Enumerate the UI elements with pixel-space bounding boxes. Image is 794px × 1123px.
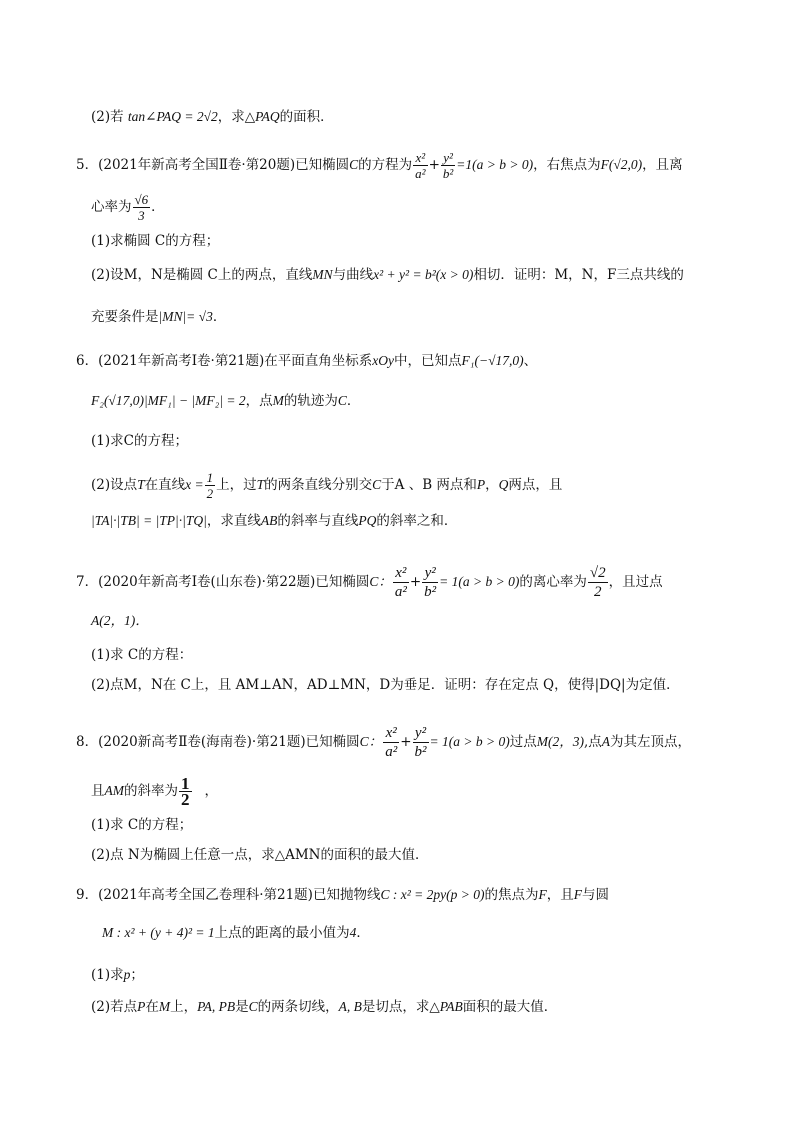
problem7-statement-line2: A(2，1)．	[91, 613, 149, 628]
text: 是切点，求△	[361, 999, 440, 1015]
text: 为其左顶点，	[610, 734, 691, 750]
text: (1)求	[91, 967, 124, 983]
problem6-part1: (1)求C的方程；	[91, 433, 188, 449]
problem7-part1: (1)求 C的方程：	[91, 647, 193, 663]
fraction: $\frac{\text{y²}}{\text{b²}}$	[442, 150, 454, 181]
text: ，	[204, 783, 218, 799]
text: ,点	[583, 734, 602, 750]
text: 两点，且	[508, 477, 563, 493]
math-expression: M	[158, 999, 171, 1014]
problem8-statement: 8．(2020新高考Ⅱ卷(海南卷)·第21题)已知椭圆C： $\frac{\text{x²}}{\text{a²}}$ + $\frac{\text{y²}}{\text{b²}}$ = 1(a > b > 0)过点M(2，3),点A为其左顶点，	[76, 725, 691, 760]
problem-source: (2021年新高考全国Ⅱ卷·第20题)已知椭圆	[98, 157, 350, 173]
problem5-part1: (1)求椭圆 C的方程；	[91, 233, 220, 249]
text: 与曲线	[332, 267, 374, 283]
text: 的面积．	[279, 109, 334, 125]
math-expression: x² + y² = b²(x > 0)	[373, 267, 474, 282]
problem-number: 8．	[76, 734, 99, 750]
text: (2)若点	[91, 999, 138, 1015]
fraction: $\frac{\text{y²}}{\text{b²}}$	[424, 565, 437, 600]
text: ．	[212, 309, 227, 325]
math-expression: tan∠PAQ = 2√2	[127, 109, 218, 124]
text: 上点的距离的最小值为	[214, 925, 350, 941]
math-expression: C	[372, 477, 382, 492]
problem-number: 5．	[76, 157, 99, 173]
text: 的两条切线，	[257, 999, 339, 1015]
text: ．	[356, 925, 370, 941]
math-expression: F₁(−√17,0)	[461, 353, 524, 368]
problem5-part2-line2	[91, 308, 226, 326]
problem-source: (2021年高考全国乙卷理科·第21题)已知抛物线	[98, 887, 381, 903]
math-expression: =1(a > b > 0)	[456, 157, 534, 172]
text: (2)设M，N是椭圆 C上的两点，直线	[91, 267, 313, 283]
text: (2)设点	[91, 477, 138, 493]
text: 的两条直线分别交	[264, 477, 373, 493]
math-expression: F	[573, 887, 582, 902]
problem5-part2	[91, 266, 684, 284]
text: 面积的最大值．	[462, 999, 558, 1015]
text: (2)若	[91, 109, 128, 125]
math-expression: F	[538, 887, 547, 902]
math-expression: F₂(√17,0)	[91, 393, 144, 408]
math-expression: P	[476, 477, 486, 492]
text: 中，已知点	[394, 353, 462, 369]
math-expression: PQ	[358, 513, 377, 528]
text: ，且离	[642, 157, 683, 173]
math-expression: Q	[498, 477, 509, 492]
problem9-part1	[91, 966, 144, 984]
text: ，求直线	[206, 513, 261, 529]
text: 的轨迹为	[283, 393, 338, 409]
problem-source: (2020年新高考Ⅰ卷(山东卷)·第22题)已知椭圆	[98, 574, 370, 590]
text: 在	[145, 999, 159, 1015]
problem-number: 7．	[76, 574, 99, 590]
math-expression: A, B	[338, 999, 362, 1014]
problem-number: 9．	[76, 887, 99, 903]
text: 过点	[509, 734, 537, 750]
math-expression: xOy	[372, 353, 395, 368]
problem9-part2	[91, 998, 557, 1016]
problem-source: (2021年新高考Ⅰ卷·第21题)在平面直角坐标系	[98, 353, 373, 369]
math-expression: C	[349, 157, 359, 172]
problem6-part2	[91, 470, 562, 501]
text: 相切．证明：M，N，F三点共线的	[473, 267, 684, 283]
text: ，且	[546, 887, 574, 903]
text: 上，	[170, 999, 198, 1015]
math-expression: 4	[349, 925, 357, 940]
problem4-part2	[91, 108, 334, 126]
text: ，右焦点为	[533, 157, 601, 173]
math-expression: PA, PB	[197, 999, 236, 1014]
text: ．	[151, 199, 165, 215]
problem5-statement-line2	[91, 192, 165, 223]
math-expression: = 1(a > b > 0)	[429, 734, 510, 749]
text: ，点	[245, 393, 273, 409]
math-expression: MN	[312, 267, 333, 282]
text: 的离心率为	[519, 574, 587, 590]
math-expression: F(√2,0)	[600, 157, 643, 172]
fraction: $\frac{\text{x²}}{\text{a²}}$	[385, 725, 398, 760]
problem7-statement: 7．(2020年新高考Ⅰ卷(山东卷)·第22题)已知椭圆C： $\frac{\text{x²}}{\text{a²}}$ + $\frac{\text{y²}}{\text{b²}}$ = 1(a > b > 0)的离心率为 $\frac{√2}{2}$ ，且过点	[76, 565, 663, 600]
text: 的焦点为	[484, 887, 539, 903]
math-expression: T	[137, 477, 145, 492]
text: 与圆	[581, 887, 609, 903]
problem-number: 6．	[76, 353, 99, 369]
math-expression: |MF₁| − |MF₂| = 2	[143, 393, 246, 408]
math-expression: AB	[260, 513, 278, 528]
math-expression: C	[337, 393, 347, 408]
text: 的斜率与直线	[277, 513, 359, 529]
problem7-part2: (2)点M，N在 C上，且 AM⊥AN，AD⊥MN，D为垂足．证明：存在定点 Q，使得|DQ|为定值．	[91, 677, 680, 693]
problem8-part2: (2)点 N为椭圆上任意一点，求△AMN的面积的最大值．	[91, 847, 429, 863]
fraction: $\frac{1}{2}$	[206, 470, 214, 501]
text: ，求△	[217, 109, 256, 125]
text: ，且过点	[608, 574, 663, 590]
math-expression: A	[601, 734, 610, 749]
problem9-statement	[76, 886, 609, 904]
text: 的斜率为	[124, 783, 178, 799]
fraction: $\frac{\text{x²}}{\text{a²}}$	[415, 150, 426, 181]
text: 的方程为	[358, 157, 413, 173]
math-expression: M	[272, 393, 284, 408]
math-expression: P	[137, 999, 146, 1014]
math-expression: AM	[104, 783, 124, 798]
math-expression: p	[123, 967, 131, 982]
math-expression: M : x² + (y + 4)² = 1	[102, 925, 215, 940]
fraction: $\frac{\text{x²}}{\text{a²}}$	[394, 565, 407, 600]
text: 且	[91, 783, 105, 799]
problem6-statement	[76, 352, 537, 370]
text: 上，过	[216, 477, 257, 493]
problem6-part2-line2	[91, 512, 457, 530]
text: 在直线	[144, 477, 186, 493]
math-expression: PAB	[439, 999, 463, 1014]
text: 是	[235, 999, 249, 1015]
problem8-part1: (1)求 C的方程；	[91, 817, 193, 833]
text: ，	[485, 477, 499, 493]
problem9-statement-line2	[102, 924, 370, 942]
text: 、	[523, 353, 538, 369]
fraction: $\frac{√2}{2}$	[589, 565, 606, 600]
math-expression: T	[256, 477, 265, 492]
problem8-statement-line2	[91, 776, 218, 807]
text: ；	[130, 967, 144, 983]
math-expression: |MN|= √3	[158, 309, 213, 324]
fraction: $\frac{\text{y²}}{\text{b²}}$	[414, 725, 427, 760]
problem5-statement: 5．(2021年新高考全国Ⅱ卷·第20题)已知椭圆C的方程为 $\frac{\text{x²}}{\text{a²}}$ + $\frac{\text{y²}}{\text{b²}}$ =1(a > b > 0)，右焦点为F(√2,0)，且离	[76, 150, 683, 181]
math-expression: x =	[185, 477, 204, 492]
text: 心率为	[91, 199, 132, 215]
math-expression: M(2，3)	[536, 734, 584, 749]
math-expression: |TA|·|TB| = |TP|·|TQ|	[91, 513, 207, 528]
math-expression: = 1(a > b > 0)	[439, 574, 520, 589]
fraction: $\frac{1}{2}$	[181, 774, 190, 809]
text: 于A 、B 两点和	[381, 477, 477, 493]
problem6-statement-line2	[91, 392, 360, 410]
problem-source: (2020新高考Ⅱ卷(海南卷)·第21题)已知椭圆	[98, 734, 360, 750]
text: 充要条件是	[91, 309, 159, 325]
math-expression: PAQ	[255, 109, 280, 124]
math-expression: C : x² = 2py(p > 0)	[380, 887, 485, 902]
text: 的斜率之和．	[376, 513, 458, 529]
math-expression: C：	[359, 734, 383, 749]
math-expression: C：	[369, 574, 392, 589]
fraction: $\frac{√6}{3}$	[134, 192, 149, 223]
math-expression: C	[248, 999, 258, 1014]
text: ．	[346, 393, 361, 409]
